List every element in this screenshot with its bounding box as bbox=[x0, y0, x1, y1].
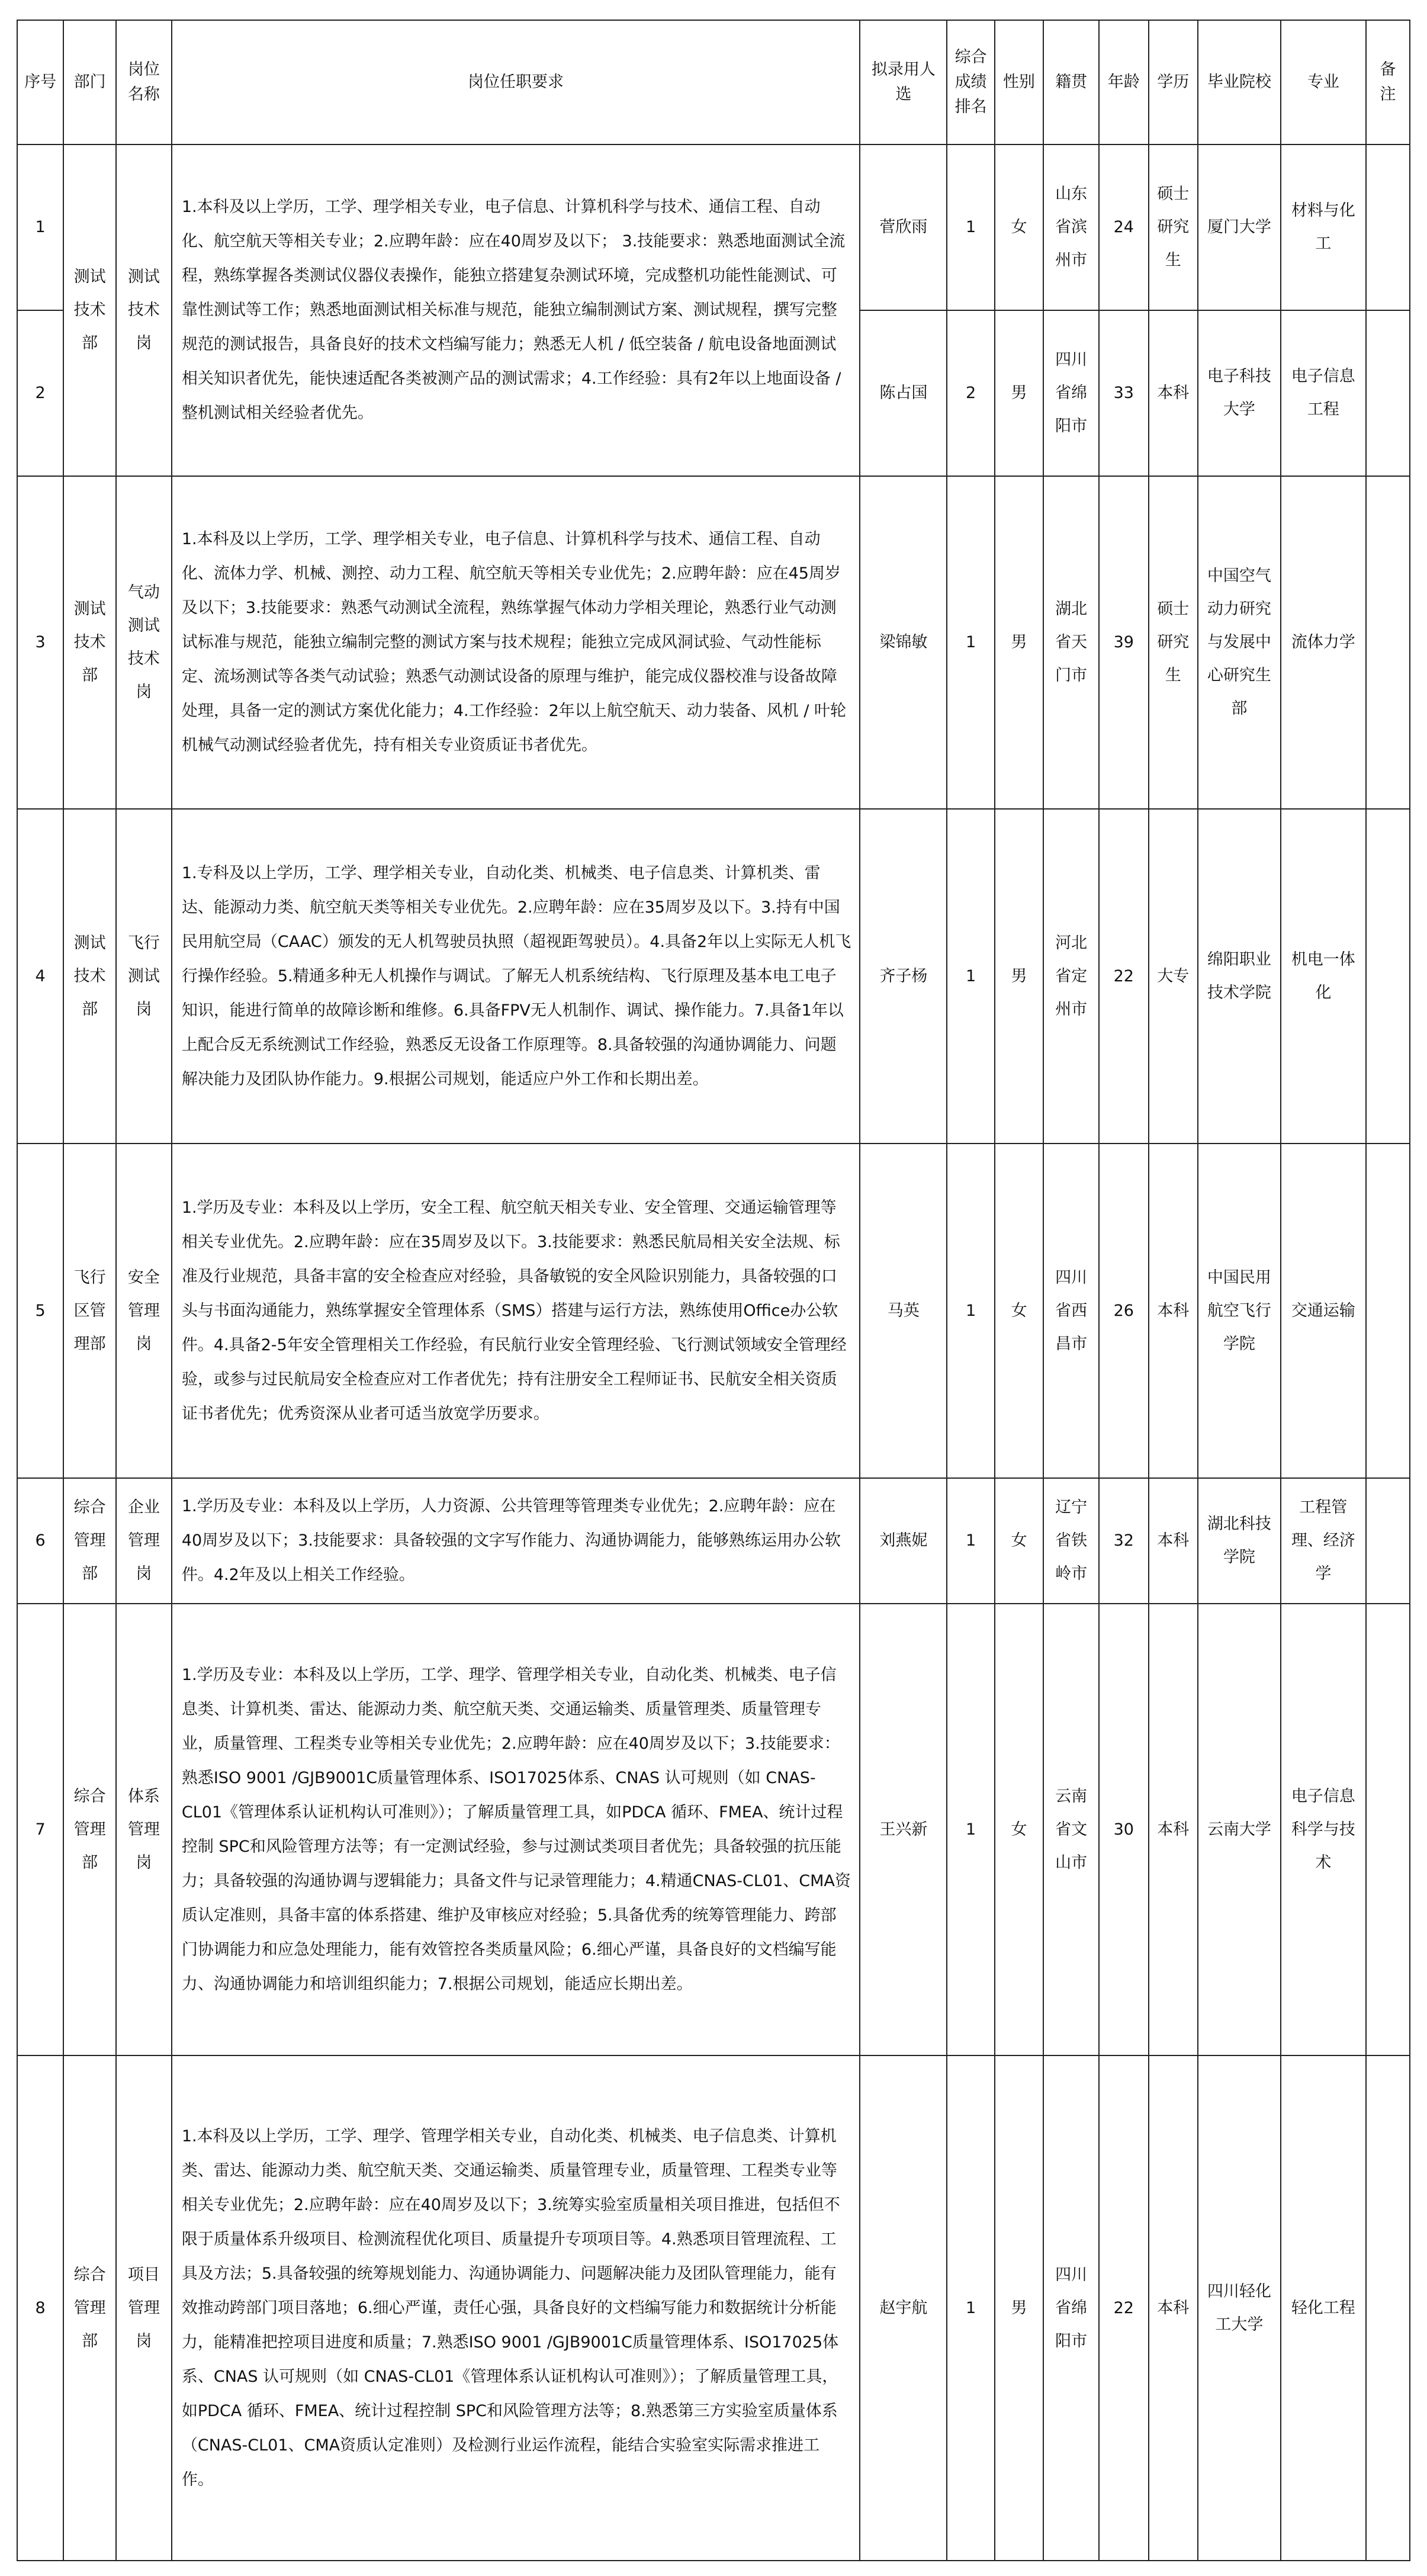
cell-note bbox=[1366, 809, 1410, 1144]
cell-age: 33 bbox=[1099, 310, 1148, 476]
table-row bbox=[17, 1144, 1410, 1478]
cell-no: 7 bbox=[17, 1604, 63, 2055]
header-requirement: 岗位任职要求 bbox=[172, 20, 860, 144]
cell-position: 体系管理岗 bbox=[116, 1604, 172, 2055]
cell-rank: 1 bbox=[947, 1604, 994, 2055]
cell-candidate: 菅欣雨 bbox=[860, 144, 947, 310]
cell-rank: 1 bbox=[947, 144, 994, 310]
cell-origin: 四川省西昌市 bbox=[1043, 1144, 1099, 1478]
cell-candidate: 马英 bbox=[860, 1144, 947, 1478]
cell-school: 中国空气动力研究与发展中心研究生部 bbox=[1198, 476, 1281, 809]
cell-dept: 测试技术部 bbox=[63, 476, 116, 809]
header-major: 专业 bbox=[1281, 20, 1366, 144]
cell-gender: 男 bbox=[995, 2055, 1043, 2561]
cell-requirement: 1.本科及以上学历，工学、理学、管理学相关专业，自动化类、机械类、电子信息类、计算机类、雷达、能源动力类、航空航天类、交通运输类、质量管理专业，质量管理、工程类专业等相关专业优先；2.应聘年龄：应在40周岁及以下；3.统筹实验室质量相关项目推进，包括但不限于质量体系升级项目、检测流程优化项目、质量提升专项项目等。4.熟悉项目管理流程、工具及方法；5.具备较强的统筹规划能力、沟通协调能力、问题解决能力及团队管理能力，能有效推动跨部门项目落地；6.细心严谨，责任心强，具备良好的文档编写能力和数据统计分析能力，能精准把控项目进度和质量；7.熟悉ISO 9001 /GJB9001C质量管理体系、ISO17025体系、CNAS 认可规则（如 CNAS-CL01《管理体系认证机构认可准则》）；了解质量管理工具，如PDCA 循环、FMEA、统计过程控制 SPC和风险管理方法等；8.熟悉第三方实验室质量体系（CNAS-CL01、CMA资质认定准则）及检测行业运作流程，能结合实验室实际需求推进工作。 bbox=[172, 2055, 860, 2561]
cell-requirement: 1.专科及以上学历，工学、理学相关专业，自动化类、机械类、电子信息类、计算机类、雷达、能源动力类、航空航天类等相关专业优先。2.应聘年龄：应在35周岁及以下。3.持有中国民用航空局（CAAC）颁发的无人机驾驶员执照（超视距驾驶员）。4.具备2年以上实际无人机飞行操作经验。5.精通多种无人机操作与调试。了解无人机系统结构、飞行原理及基本电工电子知识，能进行简单的故障诊断和维修。6.具备FPV无人机制作、调试、操作能力。7.具备1年以上配合反无系统测试工作经验，熟悉反无设备工作原理等。8.具备较强的沟通协调能力、问题解决能力及团队协作能力。9.根据公司规划，能适应户外工作和长期出差。 bbox=[172, 809, 860, 1144]
cell-rank: 1 bbox=[947, 809, 994, 1144]
cell-gender: 女 bbox=[995, 1604, 1043, 2055]
table-row bbox=[17, 144, 1410, 310]
table-row bbox=[17, 1604, 1410, 2055]
cell-note bbox=[1366, 144, 1410, 310]
cell-rank: 2 bbox=[947, 310, 994, 476]
cell-age: 32 bbox=[1099, 1478, 1148, 1604]
cell-gender: 男 bbox=[995, 809, 1043, 1144]
cell-gender: 女 bbox=[995, 1478, 1043, 1604]
cell-candidate: 赵宇航 bbox=[860, 2055, 947, 2561]
cell-education: 硕士研究生 bbox=[1149, 476, 1198, 809]
cell-school: 四川轻化工大学 bbox=[1198, 2055, 1281, 2561]
cell-education: 硕士研究生 bbox=[1149, 144, 1198, 310]
cell-major: 电子信息科学与技术 bbox=[1281, 1604, 1366, 2055]
cell-note bbox=[1366, 1604, 1410, 2055]
cell-candidate: 梁锦敏 bbox=[860, 476, 947, 809]
cell-position: 飞行测试岗 bbox=[116, 809, 172, 1144]
cell-origin: 四川省绵阳市 bbox=[1043, 2055, 1099, 2561]
cell-major: 交通运输 bbox=[1281, 1144, 1366, 1478]
cell-school: 云南大学 bbox=[1198, 1604, 1281, 2055]
cell-origin: 湖北省天门市 bbox=[1043, 476, 1099, 809]
cell-rank: 1 bbox=[947, 476, 994, 809]
cell-major: 机电一体化 bbox=[1281, 809, 1366, 1144]
cell-rank: 1 bbox=[947, 2055, 994, 2561]
cell-requirement: 1.本科及以上学历，工学、理学相关专业，电子信息、计算机科学与技术、通信工程、自动化、流体力学、机械、测控、动力工程、航空航天等相关专业优先；2.应聘年龄：应在45周岁及以下；3.技能要求：熟悉气动测试全流程，熟练掌握气体动力学相关理论，熟悉行业气动测试标准与规范，能独立编制完整的测试方案与技术规程；能独立完成风洞试验、气动性能标定、流场测试等各类气动试验；熟悉气动测试设备的原理与维护，能完成仪器校准与设备故障处理，具备一定的测试方案优化能力；4.工作经验：2年以上航空航天、动力装备、风机 / 叶轮机械气动测试经验者优先，持有相关专业资质证书者优先。 bbox=[172, 476, 860, 809]
cell-no: 5 bbox=[17, 1144, 63, 1478]
cell-requirement: 1.学历及专业：本科及以上学历，工学、理学、管理学相关专业，自动化类、机械类、电子信息类、计算机类、雷达、能源动力类、航空航天类、交通运输类、质量管理类、质量管理专业，质量管理、工程类专业等相关专业优先；2.应聘年龄：应在40周岁及以下；3.技能要求：熟悉ISO 9001 /GJB9001C质量管理体系、ISO17025体系、CNAS 认可规则（如 CNAS-CL01《管理体系认证机构认可准则》）；了解质量管理工具，如PDCA 循环、FMEA、统计过程控制 SPC和风险管理方法等；有一定测试经验，参与过测试类项目者优先；具备较强的抗压能力；具备较强的沟通协调与逻辑能力；具备文件与记录管理能力；4.精通CNAS-CL01、CMA资质认定准则，具备丰富的体系搭建、维护及审核应对经验；5.具备优秀的统筹管理能力、跨部门协调能力和应急处理能力，能有效管控各类质量风险；6.细心严谨，具备良好的文档编写能力、沟通协调能力和培训组织能力；7.根据公司规划，能适应长期出差。 bbox=[172, 1604, 860, 2055]
cell-rank: 1 bbox=[947, 1144, 994, 1478]
cell-no: 2 bbox=[17, 310, 63, 476]
cell-requirement: 1.学历及专业：本科及以上学历，安全工程、航空航天相关专业、安全管理、交通运输管理等相关专业优先。2.应聘年龄：应在35周岁及以下。3.技能要求：熟悉民航局相关安全法规、标准及行业规范，具备丰富的安全检查应对经验，具备敏锐的安全风险识别能力，具备较强的口头与书面沟通能力，熟练掌握安全管理体系（SMS）搭建与运行方法，熟练使用Office办公软件。4.具备2-5年安全管理相关工作经验，有民航行业安全管理经验、飞行测试领域安全管理经验，或参与过民航局安全检查应对工作者优先；持有注册安全工程师证书、民航安全相关资质证书者优先；优秀资深从业者可适当放宽学历要求。 bbox=[172, 1144, 860, 1478]
cell-dept: 综合管理部 bbox=[63, 1478, 116, 1604]
cell-dept: 测试技术部 bbox=[63, 144, 116, 476]
cell-note bbox=[1366, 1478, 1410, 1604]
cell-position: 气动测试技术岗 bbox=[116, 476, 172, 809]
table-row bbox=[17, 2055, 1410, 2561]
cell-school: 绵阳职业技术学院 bbox=[1198, 809, 1281, 1144]
cell-age: 22 bbox=[1099, 809, 1148, 1144]
cell-note bbox=[1366, 310, 1410, 476]
header-age: 年龄 bbox=[1099, 20, 1148, 144]
cell-school: 厦门大学 bbox=[1198, 144, 1281, 310]
cell-gender: 女 bbox=[995, 144, 1043, 310]
cell-dept: 综合管理部 bbox=[63, 2055, 116, 2561]
cell-major: 工程管理、经济学 bbox=[1281, 1478, 1366, 1604]
cell-no: 1 bbox=[17, 144, 63, 310]
cell-origin: 四川省绵阳市 bbox=[1043, 310, 1099, 476]
cell-major: 流体力学 bbox=[1281, 476, 1366, 809]
cell-major: 材料与化工 bbox=[1281, 144, 1366, 310]
recruitment-table-sheet bbox=[17, 20, 1410, 2560]
cell-dept: 测试技术部 bbox=[63, 809, 116, 1144]
cell-school: 湖北科技学院 bbox=[1198, 1478, 1281, 1604]
cell-candidate: 王兴新 bbox=[860, 1604, 947, 2055]
table-header-row bbox=[17, 20, 1410, 144]
cell-note bbox=[1366, 476, 1410, 809]
cell-origin: 山东省滨州市 bbox=[1043, 144, 1099, 310]
cell-rank: 1 bbox=[947, 1478, 994, 1604]
cell-origin: 辽宁省铁岭市 bbox=[1043, 1478, 1099, 1604]
cell-no: 6 bbox=[17, 1478, 63, 1604]
header-dept: 部门 bbox=[63, 20, 116, 144]
cell-dept: 飞行区管理部 bbox=[63, 1144, 116, 1478]
cell-note bbox=[1366, 2055, 1410, 2561]
cell-education: 本科 bbox=[1149, 1604, 1198, 2055]
cell-gender: 男 bbox=[995, 476, 1043, 809]
header-origin: 籍贯 bbox=[1043, 20, 1099, 144]
cell-candidate: 齐子杨 bbox=[860, 809, 947, 1144]
cell-school: 中国民用航空飞行学院 bbox=[1198, 1144, 1281, 1478]
cell-position: 测试技术岗 bbox=[116, 144, 172, 476]
cell-position: 安全管理岗 bbox=[116, 1144, 172, 1478]
cell-education: 本科 bbox=[1149, 310, 1198, 476]
cell-origin: 河北省定州市 bbox=[1043, 809, 1099, 1144]
cell-gender: 女 bbox=[995, 1144, 1043, 1478]
cell-position: 企业管理岗 bbox=[116, 1478, 172, 1604]
cell-education: 本科 bbox=[1149, 1478, 1198, 1604]
cell-candidate: 陈占国 bbox=[860, 310, 947, 476]
header-gender: 性别 bbox=[995, 20, 1043, 144]
cell-age: 39 bbox=[1099, 476, 1148, 809]
cell-major: 电子信息工程 bbox=[1281, 310, 1366, 476]
cell-no: 4 bbox=[17, 809, 63, 1144]
cell-position: 项目管理岗 bbox=[116, 2055, 172, 2561]
cell-education: 本科 bbox=[1149, 2055, 1198, 2561]
cell-age: 24 bbox=[1099, 144, 1148, 310]
recruitment-table bbox=[17, 20, 1410, 2561]
cell-no: 3 bbox=[17, 476, 63, 809]
cell-requirement: 1.学历及专业：本科及以上学历，人力资源、公共管理等管理类专业优先；2.应聘年龄：应在40周岁及以下；3.技能要求：具备较强的文字写作能力、沟通协调能力，能够熟练运用办公软件。4.2年及以上相关工作经验。 bbox=[172, 1478, 860, 1604]
cell-education: 大专 bbox=[1149, 809, 1198, 1144]
table-row bbox=[17, 476, 1410, 809]
cell-candidate: 刘燕妮 bbox=[860, 1478, 947, 1604]
table-row bbox=[17, 1478, 1410, 1604]
cell-note bbox=[1366, 1144, 1410, 1478]
table-row bbox=[17, 809, 1410, 1144]
cell-age: 22 bbox=[1099, 2055, 1148, 2561]
cell-dept: 综合管理部 bbox=[63, 1604, 116, 2055]
cell-education: 本科 bbox=[1149, 1144, 1198, 1478]
header-candidate: 拟录用人选 bbox=[860, 20, 947, 144]
cell-major: 轻化工程 bbox=[1281, 2055, 1366, 2561]
header-note: 备注 bbox=[1366, 20, 1410, 144]
header-no: 序号 bbox=[17, 20, 63, 144]
cell-requirement: 1.本科及以上学历，工学、理学相关专业，电子信息、计算机科学与技术、通信工程、自动化、航空航天等相关专业；2.应聘年龄：应在40周岁及以下； 3.技能要求：熟悉地面测试全流程，熟练掌握各类测试仪器仪表操作，能独立搭建复杂测试环境，完成整机功能性能测试、可靠性测试等工作；熟悉地面测试相关标准与规范，能独立编制测试方案、测试规程，撰写完整规范的测试报告，具备良好的技术文档编写能力；熟悉无人机 / 低空装备 / 航电设备地面测试相关知识者优先，能快速适配各类被测产品的测试需求；4.工作经验：具有2年以上地面设备 / 整机测试相关经验者优先。 bbox=[172, 144, 860, 476]
cell-age: 26 bbox=[1099, 1144, 1148, 1478]
header-education: 学历 bbox=[1149, 20, 1198, 144]
header-school: 毕业院校 bbox=[1198, 20, 1281, 144]
cell-no: 8 bbox=[17, 2055, 63, 2561]
cell-school: 电子科技大学 bbox=[1198, 310, 1281, 476]
header-rank: 综合成绩排名 bbox=[947, 20, 994, 144]
header-position: 岗位名称 bbox=[116, 20, 172, 144]
cell-gender: 男 bbox=[995, 310, 1043, 476]
cell-age: 30 bbox=[1099, 1604, 1148, 2055]
cell-origin: 云南省文山市 bbox=[1043, 1604, 1099, 2055]
